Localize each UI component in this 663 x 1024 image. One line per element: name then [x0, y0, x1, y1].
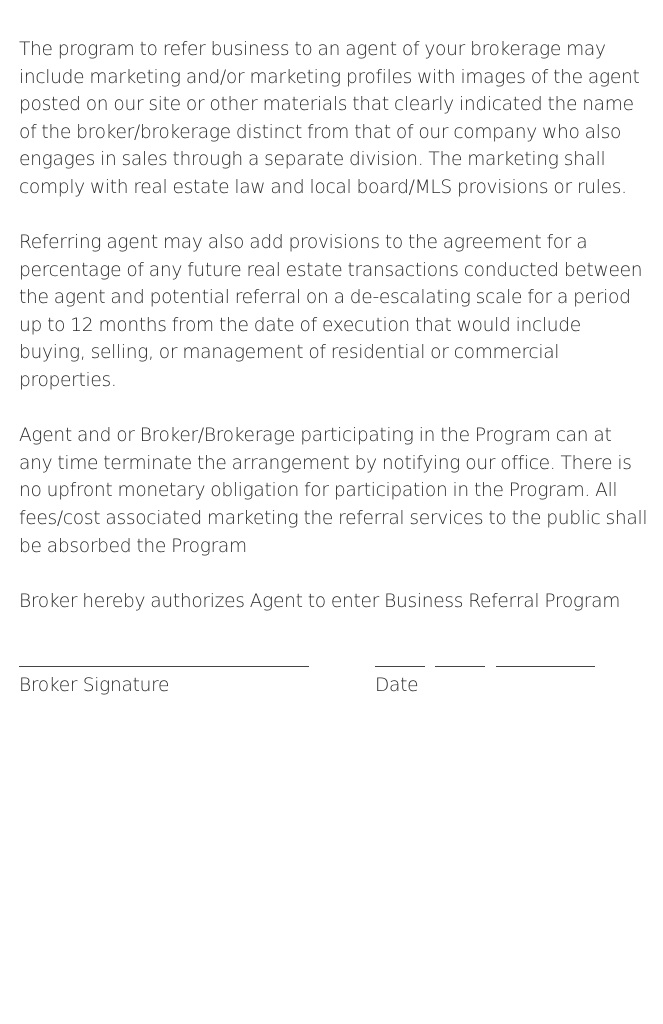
text-line: of the broker/brokerage distinct from that of our company who also	[19, 121, 622, 143]
text-line: Referring agent may also add provisions to the agreement for a	[19, 232, 588, 254]
text-line: no upfront monetary obligation for participation in the Program. All	[19, 480, 618, 502]
text-line: The program to refer business to an agent of your brokerage may	[19, 39, 606, 60]
text-line: include marketing and/or marketing profiles with images of the agent	[19, 66, 640, 88]
text-line: buying, selling, or management of residential or commercial	[19, 342, 560, 364]
text-line: Agent and or Broker/Brokerage participating in the Program can at	[19, 425, 612, 447]
authorization-statement: Broker hereby authorizes Agent to enter Business Referral Program	[19, 590, 621, 612]
text-line: be absorbed the Program	[19, 535, 247, 557]
text-line: properties.	[19, 370, 117, 392]
date-year-line[interactable]	[496, 666, 595, 667]
text-line: the agent and potential referral on a de-escalating scale for a period	[19, 287, 631, 309]
paragraph-termination	[19, 422, 651, 560]
text-line: up to 12 months from the date of execution that would include	[19, 314, 581, 336]
text-line: engages in sales through a separate division. The marketing shall	[19, 149, 606, 171]
paragraph-marketing	[19, 36, 651, 202]
paragraph-provisions	[19, 229, 651, 395]
text-line: percentage of any future real estate transactions conducted between	[19, 259, 643, 281]
date-day-line[interactable]	[435, 666, 485, 667]
broker-signature-label: Broker Signature	[19, 675, 170, 696]
text-line: posted on our site or other materials that clearly indicated the name	[19, 94, 634, 116]
document-body	[19, 36, 651, 615]
text-line: any time terminate the arrangement by notifying our office. There is	[19, 452, 632, 474]
text-line: comply with real estate law and local board/MLS provisions or rules.	[19, 176, 627, 198]
text-line: fees/cost associated marketing the referral services to the public shall	[19, 507, 648, 529]
signature-block	[19, 650, 651, 710]
broker-signature-line[interactable]	[19, 666, 309, 667]
date-label: Date	[375, 675, 419, 696]
date-month-line[interactable]	[375, 666, 425, 667]
